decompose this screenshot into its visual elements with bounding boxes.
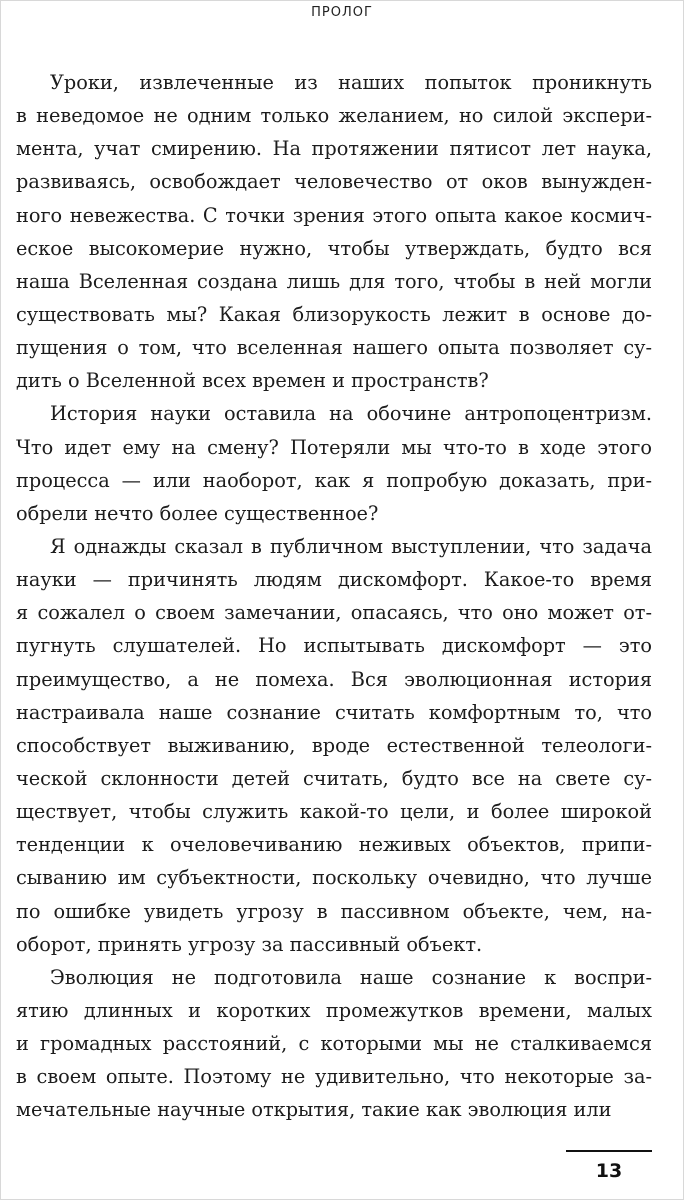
text-line: по ошибке увидеть угрозу в пассивном объекте, чем, на-	[16, 899, 652, 923]
text-line: еское высокомерие нужно, чтобы утверждать, будто вся	[16, 236, 652, 260]
text-line: Я однажды сказал в публичном выступлении, что задача	[50, 534, 652, 558]
text-line: способствует выживанию, вроде естественной телеологи-	[16, 733, 652, 757]
text-line: я сожалел о своем замечании, опасаясь, что оно может от-	[16, 601, 652, 625]
text-line: мечательные научные открытия, такие как эволюция или	[16, 1098, 612, 1122]
text-line: преимущество, а не помеха. Вся эволюционная история	[16, 667, 652, 691]
text-line: мента, учат смирению. На протяжении пятисот лет наука,	[16, 137, 652, 161]
text-line: дить о Вселенной всех времен и пространств?	[16, 369, 489, 393]
text-line: в своем опыте. Поэтому не удивительно, что некоторые за-	[16, 1065, 652, 1089]
text-line: ческой склонности детей считать, будто все на свете су-	[16, 766, 652, 790]
text-line: ществует, чтобы служить какой-то цели, и более широкой	[16, 800, 652, 824]
text-line: в неведомое не одним только желанием, но силой экспери-	[16, 104, 652, 128]
footer-rule	[566, 1150, 652, 1152]
text-line: ного невежества. С точки зрения этого опыта какое космич-	[16, 203, 652, 227]
page-number: 13	[595, 1160, 623, 1182]
text-line: существовать мы? Какая близорукость лежит в основе до-	[16, 302, 652, 326]
text-line: пущения о том, что вселенная нашего опыта позволяет су-	[16, 336, 652, 360]
text-line: процесса — или наоборот, как я попробую доказать, при-	[16, 468, 652, 492]
text-line: развиваясь, освобождает человечество от оков вынужден-	[16, 170, 652, 194]
text-line: наша Вселенная создана лишь для того, чтобы в ней могли	[16, 269, 652, 293]
body-text	[16, 66, 652, 1127]
text-line: науки — причинять людям дискомфорт. Какое-то время	[16, 568, 652, 592]
text-line: тенденции к очеловечиванию неживых объектов, припи-	[16, 833, 652, 857]
text-line: Эволюция не подготовила наше сознание к воспри-	[50, 965, 652, 989]
text-line: и громадных расстояний, с которыми мы не сталкиваемся	[16, 1032, 652, 1056]
text-line: Что идет ему на смену? Потеряли мы что-то в ходе этого	[16, 435, 652, 459]
running-header: ПРОЛОГ	[311, 5, 373, 20]
text-line: История науки оставила на обочине антропоцентризм.	[50, 402, 652, 426]
text-line: обрели нечто более существенное?	[16, 501, 379, 525]
text-line: оборот, принять угрозу за пассивный объект.	[16, 932, 483, 956]
text-line: сыванию им субъектности, поскольку очевидно, что лучше	[16, 866, 652, 890]
text-line: настраивала наше сознание считать комфортным то, что	[16, 700, 652, 724]
text-line: ятию длинных и коротких промежутков времени, малых	[16, 998, 652, 1022]
text-line: пугнуть слушателей. Но испытывать дискомфорт — это	[16, 634, 652, 658]
text-line: Уроки, извлеченные из наших попыток проникнуть	[50, 71, 652, 94]
